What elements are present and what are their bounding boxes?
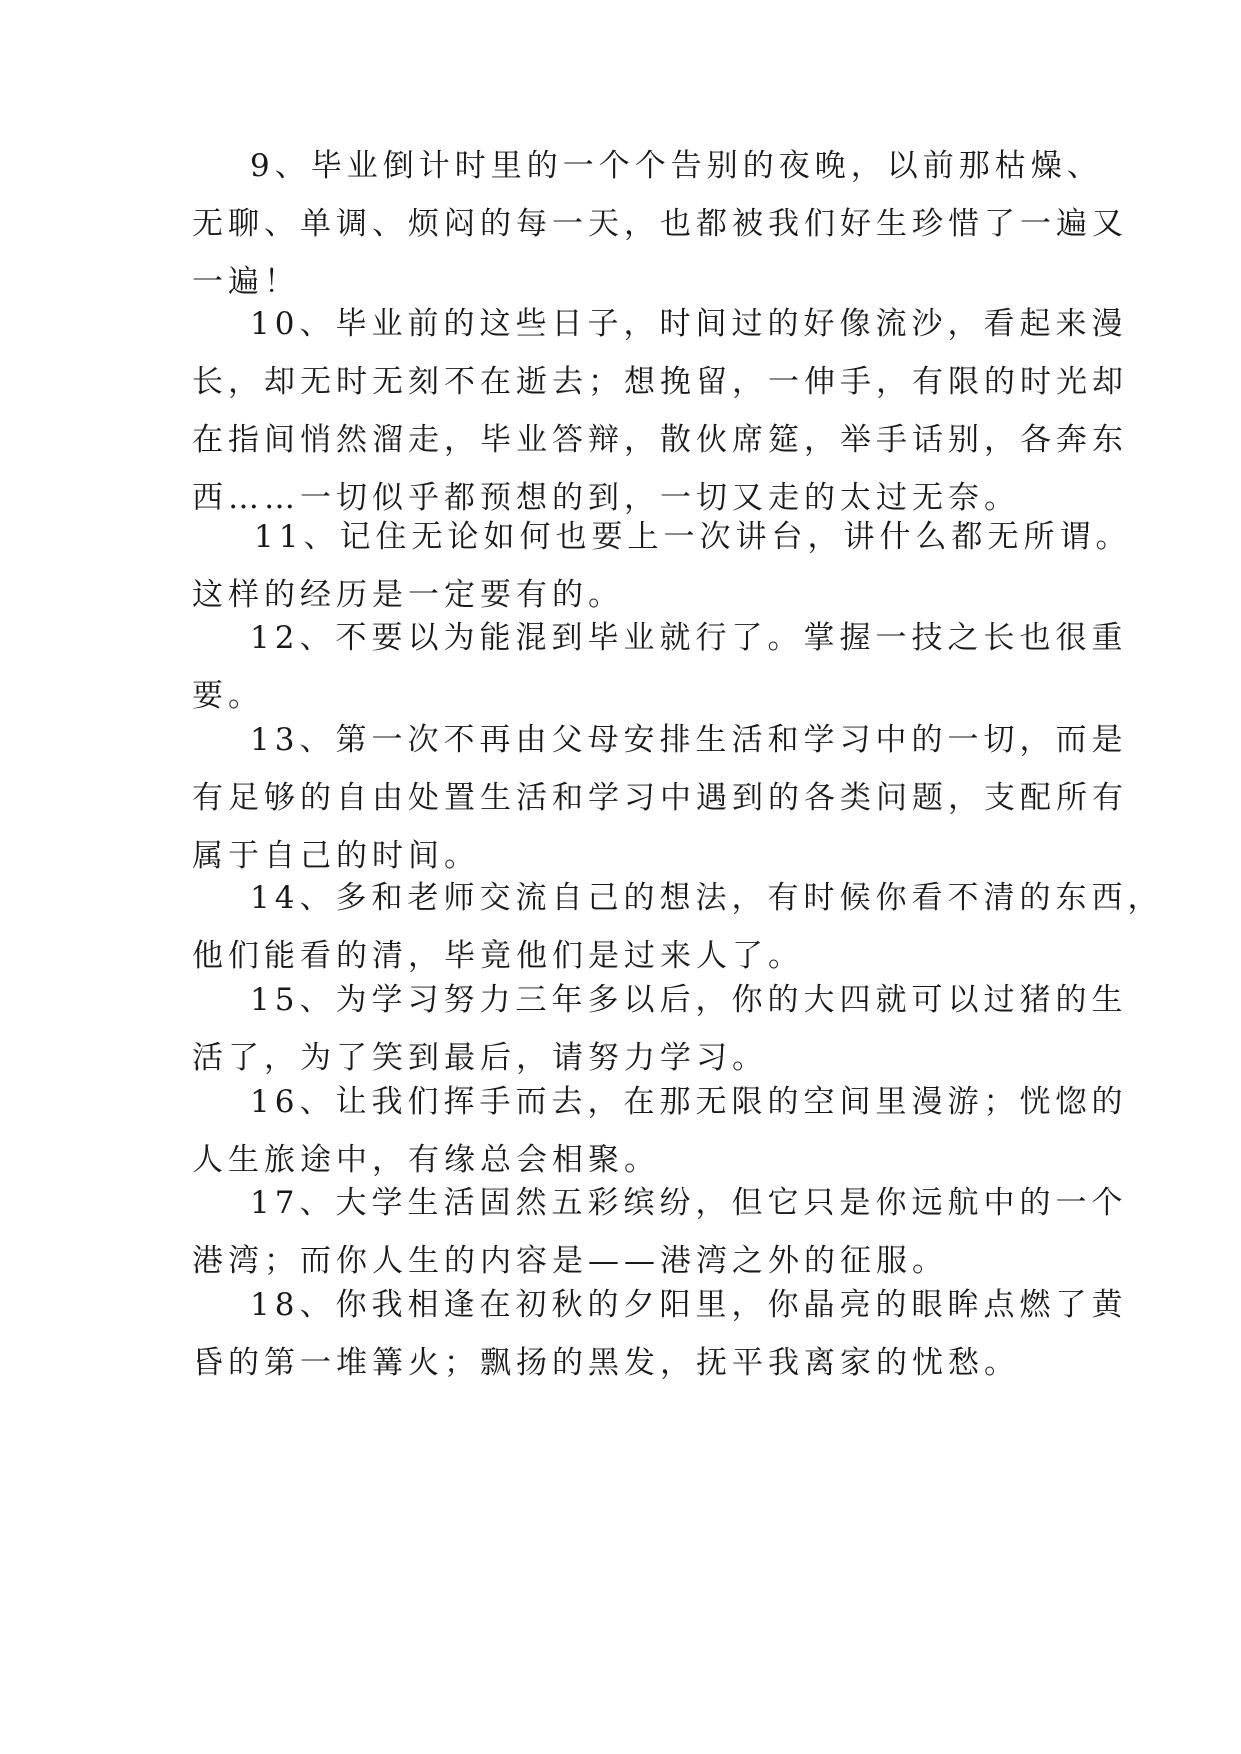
text-line: 10、毕业前的这些日子，时间过的好像流沙，看起来漫 xyxy=(250,306,1128,342)
text-line: 他们能看的清，毕竟他们是过来人了。 xyxy=(192,938,804,974)
paragraph-item-13 xyxy=(192,711,1128,885)
paragraph-item-18 xyxy=(192,1276,1127,1392)
text-line: 13、第一次不再由父母安排生活和学习中的一切，而是 xyxy=(250,722,1128,758)
text-line: 11、记住无论如何也要上一次讲台，讲什么都无所谓。 xyxy=(254,519,1132,555)
text-line: 人生旅途中，有缘总会相聚。 xyxy=(192,1142,660,1178)
text-line: 无聊、单调、烦闷的每一天，也都被我们好生珍惜了一遍又 xyxy=(192,206,1128,242)
text-line: 要。 xyxy=(192,678,264,714)
text-line: 活了，为了笑到最后，请努力学习。 xyxy=(192,1040,768,1076)
paragraph-item-14 xyxy=(192,869,1163,985)
text-line: 16、让我们挥手而去，在那无限的空间里漫游；恍惚的 xyxy=(250,1084,1128,1120)
text-line: 港湾；而你人生的内容是——港湾之外的征服。 xyxy=(192,1243,948,1279)
text-line: 15、为学习努力三年多以后，你的大四就可以过猪的生 xyxy=(250,982,1128,1018)
paragraph-item-9 xyxy=(192,137,1128,311)
text-line: 属于自己的时间。 xyxy=(192,838,480,874)
text-line: 17、大学生活固然五彩缤纷，但它只是你远航中的一个 xyxy=(250,1185,1128,1221)
paragraph-item-11 xyxy=(192,508,1131,624)
paragraph-item-17 xyxy=(192,1174,1127,1290)
text-line: 一遍！ xyxy=(192,264,300,300)
text-line: 18、你我相逢在初秋的夕阳里，你晶亮的眼眸点燃了黄 xyxy=(250,1287,1128,1323)
text-line: 有足够的自由处置生活和学习中遇到的各类问题，支配所有 xyxy=(192,780,1128,816)
text-line: 9、毕业倒计时里的一个个告别的夜晚，以前那枯燥、 xyxy=(250,148,1103,184)
text-line: 昏的第一堆篝火；飘扬的黑发，抚平我离家的忧愁。 xyxy=(192,1345,1020,1381)
text-line: 14、多和老师交流自己的想法，有时候你看不清的东西， xyxy=(250,880,1164,916)
paragraph-item-12 xyxy=(192,609,1127,725)
text-line: 在指间悄然溜走，毕业答辩，散伙席筵，举手话别，各奔东 xyxy=(192,422,1128,458)
paragraph-item-15 xyxy=(192,971,1127,1087)
text-line: 长，却无时无刻不在逝去；想挽留，一伸手，有限的时光却 xyxy=(192,364,1128,400)
paragraph-item-10 xyxy=(192,295,1128,527)
paragraph-item-16 xyxy=(192,1073,1127,1189)
text-line: 这样的经历是一定要有的。 xyxy=(192,577,624,613)
text-line: 12、不要以为能混到毕业就行了。掌握一技之长也很重 xyxy=(250,620,1128,656)
text-line: 西……一切似乎都预想的到，一切又走的太过无奈。 xyxy=(192,480,1020,516)
